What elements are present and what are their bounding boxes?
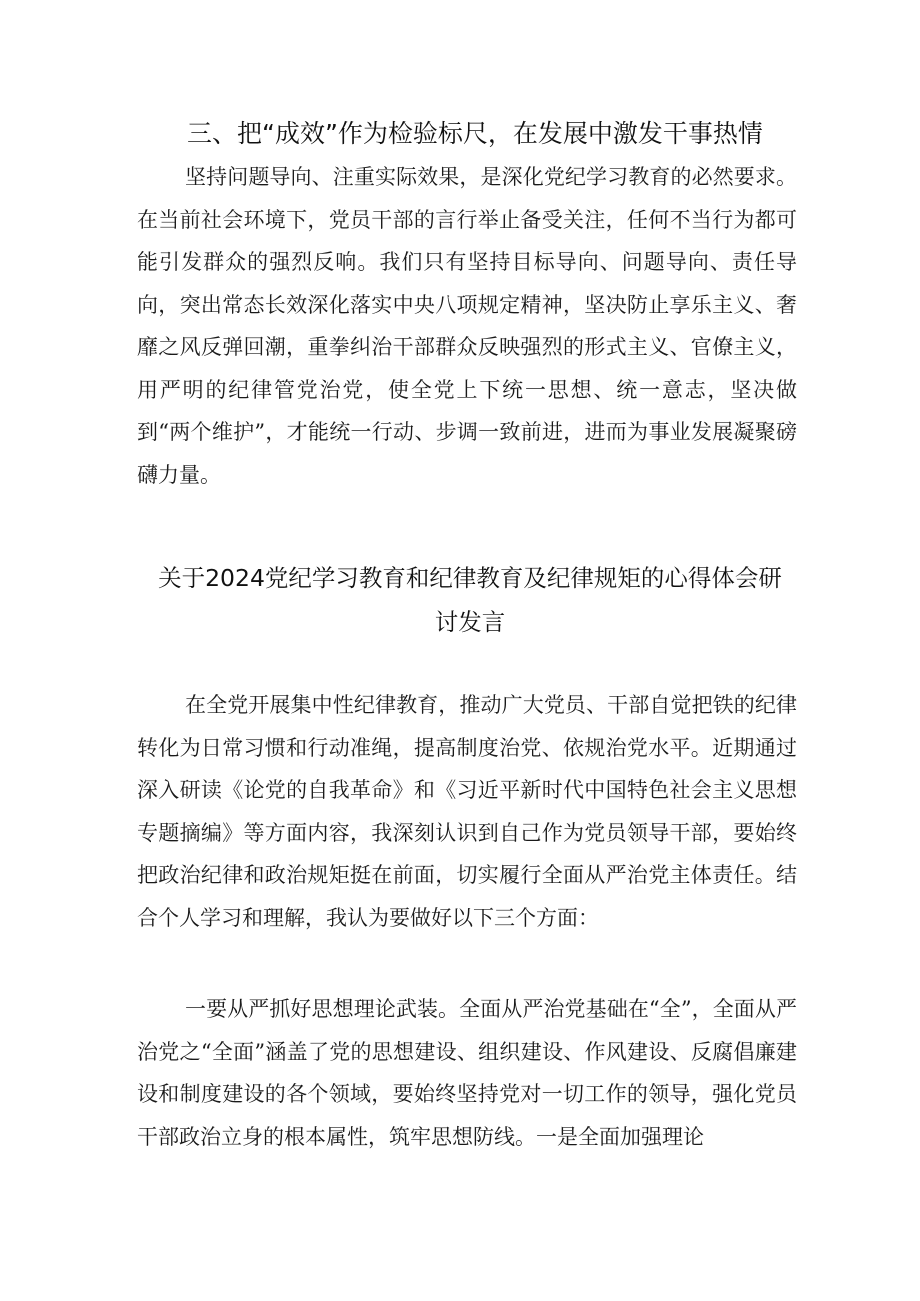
article-paragraph-first-point: 一要从严抓好思想理论武装。全面从严治党基础在“全”，全面从严治党之“全面”涵盖了党的思想建设、组织建设、作风建设、反腐倡廉建设和制度建设的各个领域，要始终坚持党对一切工作的领导，强化党员干部政治立身的根本属性，筑牢思想防线。一是全面加强理论 <box>137 997 797 1149</box>
section-paragraph: 坚持问题导向、注重实际效果，是深化党纪学习教育的必然要求。在当前社会环境下，党员干部的言行举止备受关注，任何不当行为都可能引发群众的强烈反响。我们只有坚持目标导向、问题导向、责任导向，突出常态长效深化落实中央八项规定精神，坚决防止享乐主义、奢靡之风反弹回潮，重拳纠治干部群众反映强烈的形式主义、官僚主义，用严明的纪律管党治党，使全党上下统一思想、统一意志，坚决做到“两个维护”，才能统一行动、步调一致前进，进而为事业发展凝聚磅礴力量。 <box>137 165 797 487</box>
article-paragraph-intro: 在全党开展集中性纪律教育，推动广大党员、干部自觉把铁的纪律转化为日常习惯和行动准绳，提高制度治党、依规治党水平。近期通过深入研读《论党的自我革命》和《习近平新时代中国特色社会主义思想专题摘编》等方面内容，我深刻认识到自己作为党员领导干部，要始终把政治纪律和政治规矩挺在前面，切实履行全面从严治党主体责任。结合个人学习和理解，我认为要做好以下三个方面： <box>137 693 797 930</box>
article-title: 关于2024党纪学习教育和纪律教育及纪律规矩的心得体会研讨发言 <box>158 564 782 636</box>
section-heading: 三、把“成效”作为检验标尺，在发展中激发干事热情 <box>187 119 763 148</box>
